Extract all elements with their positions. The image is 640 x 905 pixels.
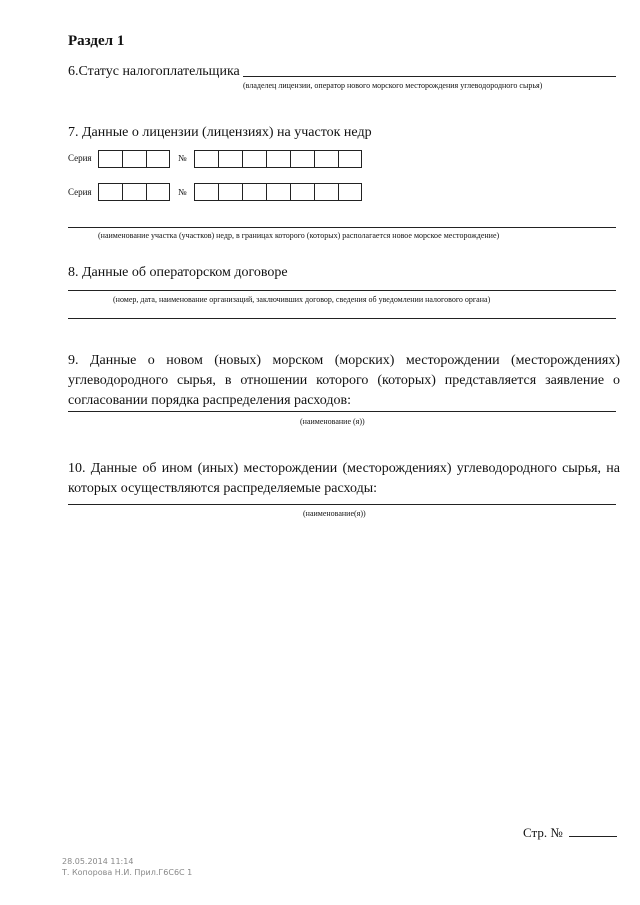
operator-agreement-field-line-2[interactable] (68, 318, 616, 319)
series-cell[interactable] (98, 150, 122, 168)
operator-agreement-caption: (номер, дата, наименование организаций, заключивших договор, сведения об уведомлении налогового органа) (113, 295, 491, 304)
new-fields-caption: (наименование (я)) (300, 417, 365, 426)
number-cell[interactable] (338, 183, 362, 201)
taxpayer-status-label: 6.Статус налогоплательщика (68, 64, 240, 79)
number-cell[interactable] (194, 150, 218, 168)
new-fields-name-line[interactable] (68, 411, 616, 412)
print-stamp-line-2: Т. Копорова Н.И. Прил.Г6С6С 1 (62, 868, 193, 877)
taxpayer-status-field-line[interactable] (243, 76, 616, 77)
page-number-field-line[interactable] (569, 836, 617, 837)
series-cell[interactable] (122, 150, 146, 168)
license-number-label-2: № (178, 187, 187, 197)
number-cell[interactable] (218, 183, 242, 201)
license-number-label-1: № (178, 153, 187, 163)
number-cell[interactable] (242, 183, 266, 201)
other-fields-name-line[interactable] (68, 504, 616, 505)
license-number-cells-2[interactable] (194, 183, 362, 201)
number-cell[interactable] (314, 183, 338, 201)
series-cell[interactable] (98, 183, 122, 201)
number-cell[interactable] (314, 150, 338, 168)
other-fields-caption: (наименование(я)) (303, 509, 366, 518)
license-series-label-1: Серия (68, 153, 92, 163)
series-cell[interactable] (146, 183, 170, 201)
page-number-label: Стр. № (523, 825, 563, 840)
operator-agreement-field-line-1[interactable] (68, 290, 616, 291)
series-cell[interactable] (146, 150, 170, 168)
license-number-cells-1[interactable] (194, 150, 362, 168)
license-series-label-2: Серия (68, 187, 92, 197)
license-series-cells-2[interactable] (98, 183, 170, 201)
license-series-cells-1[interactable] (98, 150, 170, 168)
operator-agreement-label: 8. Данные об операторском договоре (68, 265, 288, 280)
number-cell[interactable] (218, 150, 242, 168)
section-title: Раздел 1 (68, 33, 125, 49)
other-fields-paragraph: 10. Данные об ином (иных) месторождении (месторождениях) углеводородного сырья, на которых осуществляются распределяемые расходы: (68, 461, 620, 496)
series-cell[interactable] (122, 183, 146, 201)
taxpayer-status-caption: (владелец лицензии, оператор нового морского месторождения углеводородного сырья) (243, 81, 543, 90)
subsoil-plot-field-line[interactable] (68, 227, 616, 228)
number-cell[interactable] (266, 183, 290, 201)
number-cell[interactable] (290, 183, 314, 201)
new-fields-paragraph: 9. Данные о новом (новых) морском (морских) месторождении (месторождениях) углеводородного сырья, в отношении которого (которых) представляется заявление о согласовании порядка распределения расходов: (68, 353, 620, 408)
number-cell[interactable] (266, 150, 290, 168)
subsoil-plot-caption: (наименование участка (участков) недр, в границах которого (которых) располагается новое морское месторождение) (98, 231, 500, 240)
number-cell[interactable] (290, 150, 314, 168)
print-stamp-line-1: 28.05.2014 11:14 (62, 857, 134, 866)
number-cell[interactable] (194, 183, 218, 201)
number-cell[interactable] (242, 150, 266, 168)
license-data-label: 7. Данные о лицензии (лицензиях) на участок недр (68, 125, 372, 140)
number-cell[interactable] (338, 150, 362, 168)
